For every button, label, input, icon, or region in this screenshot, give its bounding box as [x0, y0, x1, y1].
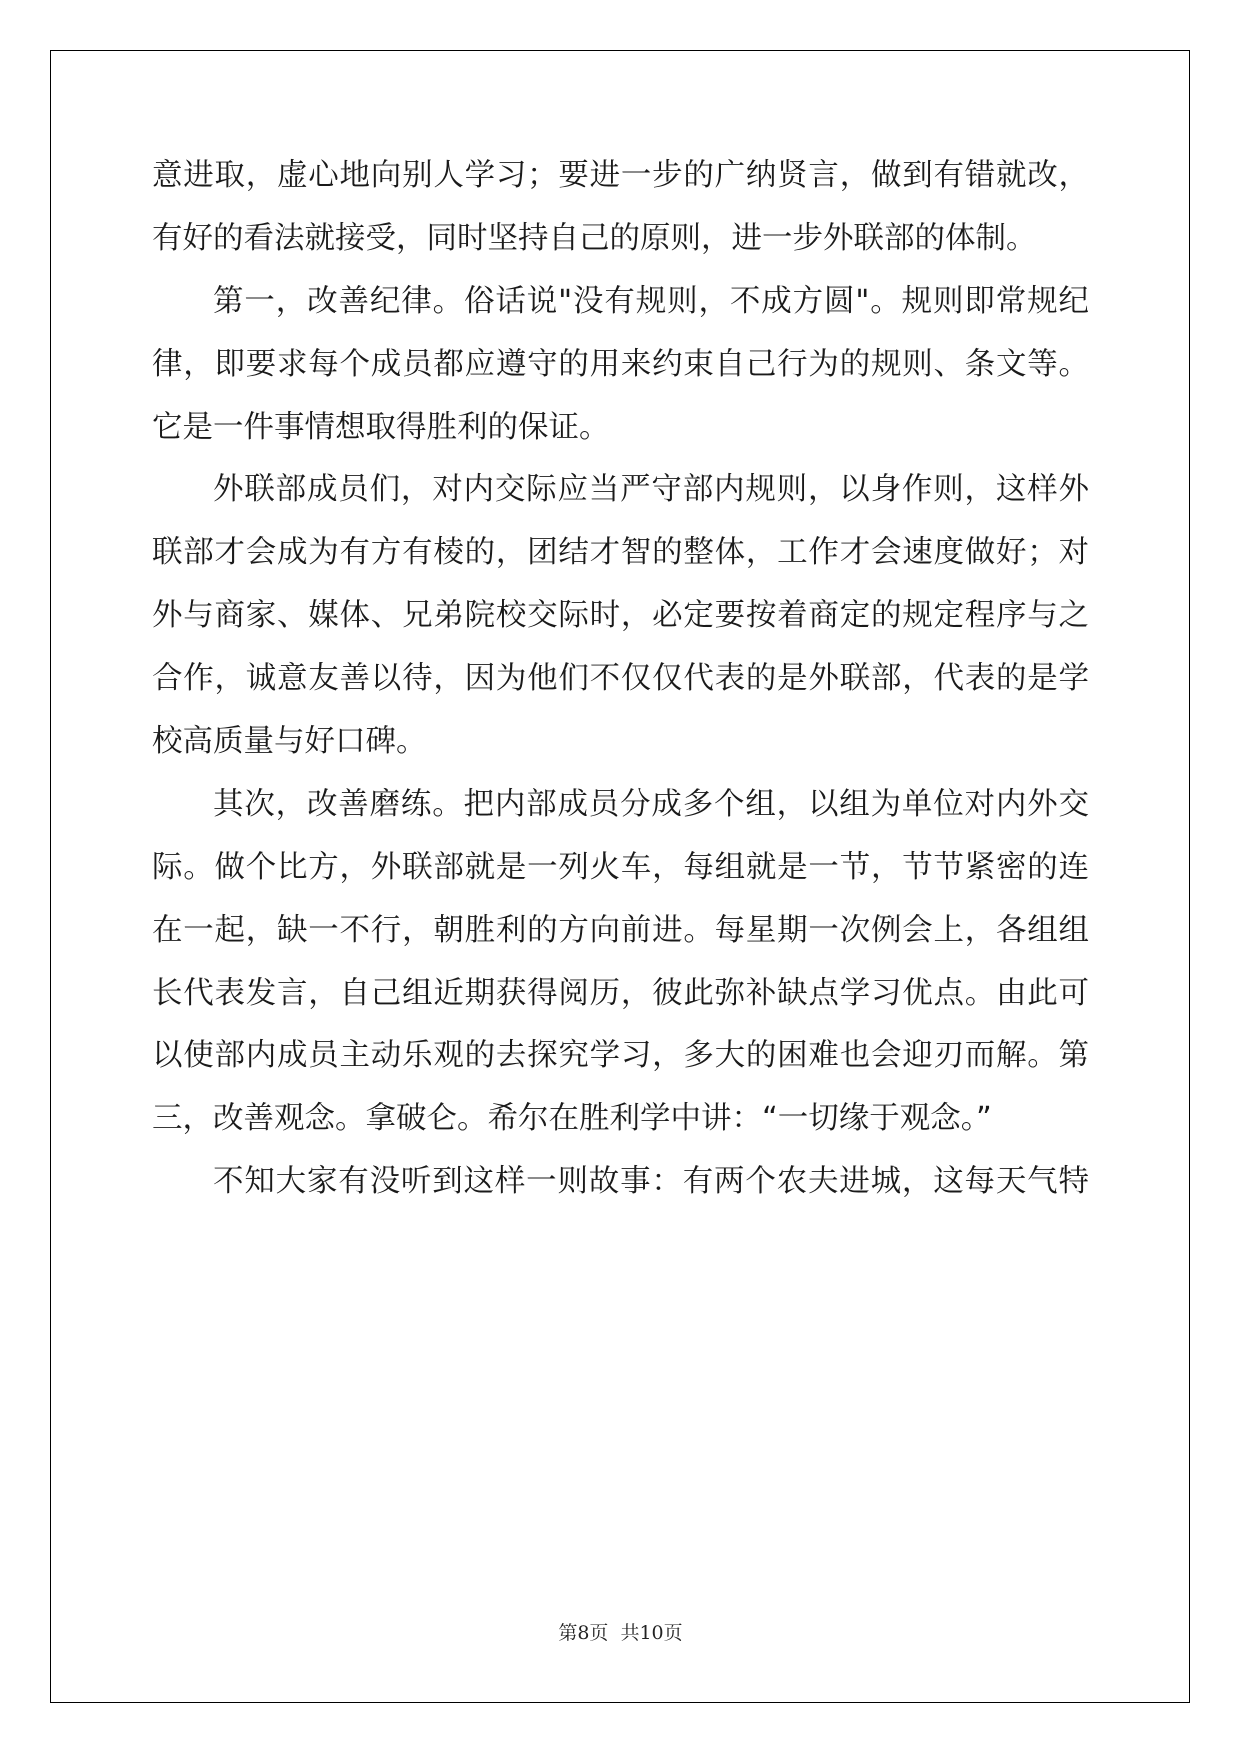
text-line: 意进取，虚心地向别人学习；要进一步的广纳贤言，做到有错就改，: [152, 158, 1089, 193]
text-line: 第一，改善纪律。俗话说"没有规则，不成方圆"。规则即常规纪: [213, 283, 1089, 319]
text-line: 不知大家有没听到这样一则故事：有两个农夫进城，这每天气特: [213, 1164, 1089, 1200]
text-line: 外与商家、媒体、兄弟院校交际时，必定要按着商定的规定程序与之: [152, 598, 1089, 634]
text-line: 它是一件事情想取得胜利的保证。: [152, 409, 610, 445]
text-line: 以使部内成员主动乐观的去探究学习，多大的困难也会迎刃而解。第: [152, 1038, 1089, 1074]
body-text: [152, 158, 1089, 1227]
text-line: 外联部成员们，对内交际应当严守部内规则，以身作则，这样外: [213, 472, 1089, 508]
text-line: 联部才会成为有方有棱的，团结才智的整体，工作才会速度做好；对: [152, 535, 1089, 571]
text-line: 三，改善观念。拿破仑。希尔在胜利学中讲：“一切缘于观念。”: [152, 1101, 992, 1137]
text-line: 其次，改善磨练。把内部成员分成多个组，以组为单位对内外交: [213, 786, 1089, 822]
text-line: 际。做个比方，外联部就是一列火车，每组就是一节，节节紧密的连: [152, 849, 1089, 885]
text-line: 校高质量与好口碑。: [152, 724, 427, 760]
page-total: 共10页: [620, 1622, 683, 1644]
text-line: 合作，诚意友善以待，因为他们不仅仅代表的是外联部，代表的是学: [152, 661, 1089, 697]
text-line: 律，即要求每个成员都应遵守的用来约束自己行为的规则、条文等。: [152, 346, 1089, 382]
page-footer: [0, 1618, 1241, 1645]
text-line: 有好的看法就接受，同时坚持自己的原则，进一步外联部的体制。: [152, 220, 1037, 256]
text-line: 长代表发言，自己组近期获得阅历，彼此弥补缺点学习优点。由此可: [152, 975, 1089, 1011]
page-number: 第8页: [558, 1622, 609, 1644]
text-line: 在一起，缺一不行，朝胜利的方向前进。每星期一次例会上，各组组: [152, 912, 1089, 948]
